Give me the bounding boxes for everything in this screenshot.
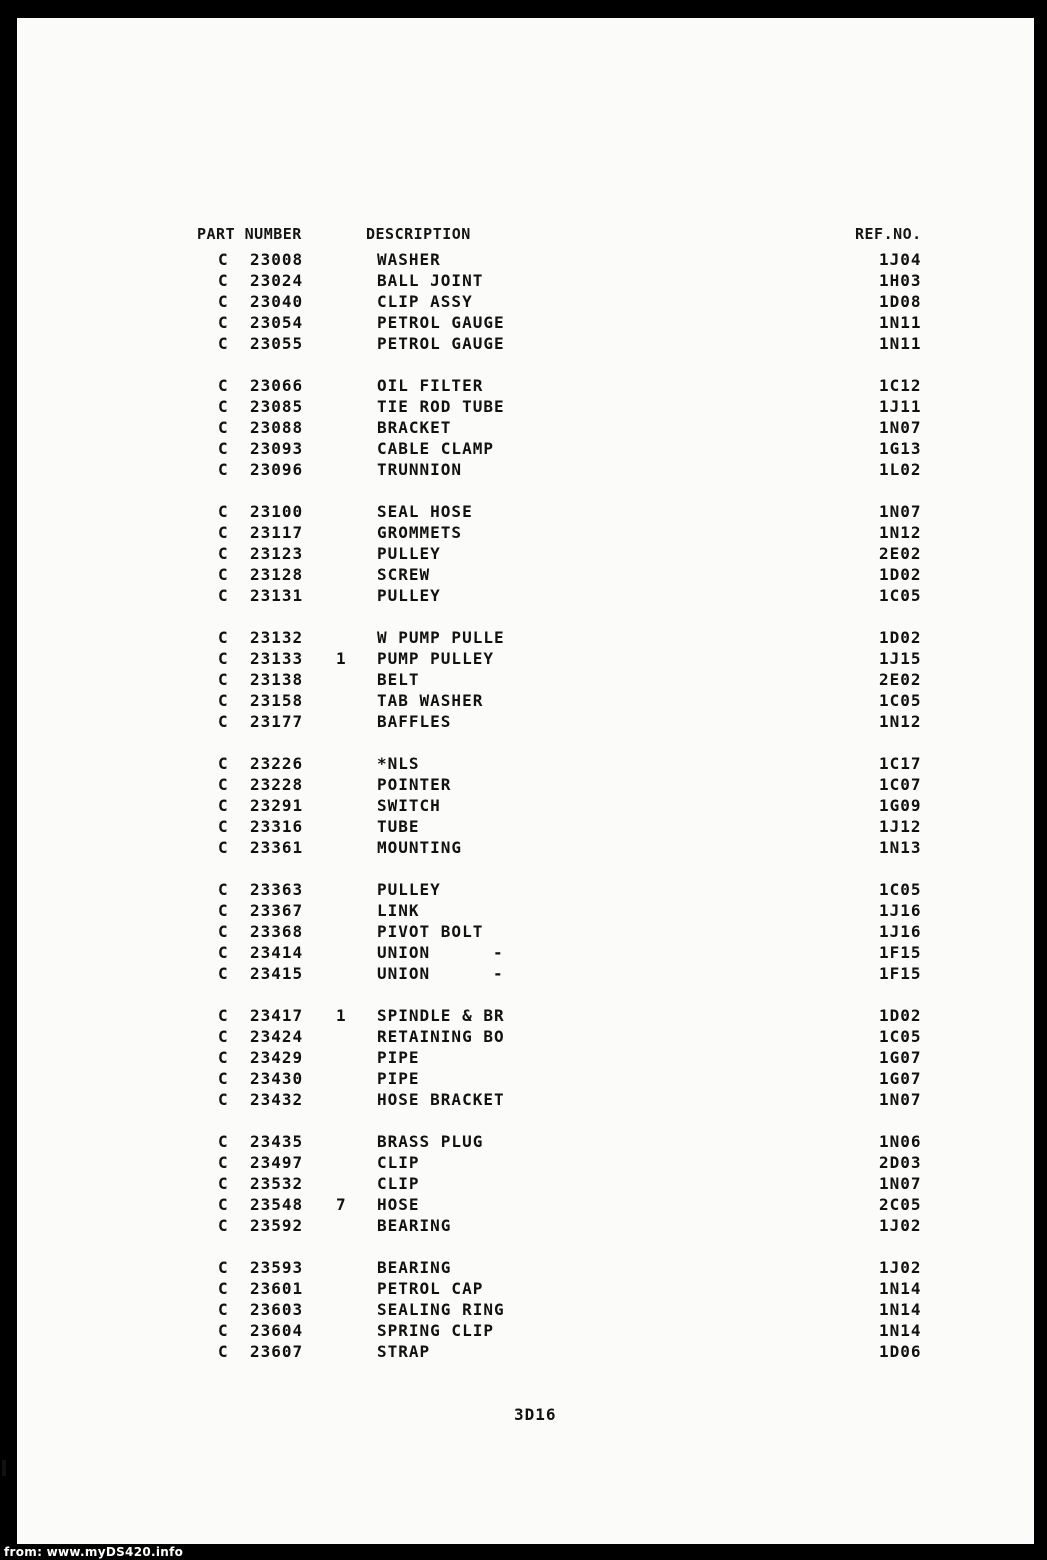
header-description: DESCRIPTION bbox=[366, 225, 471, 243]
ref-number: 1C05 bbox=[879, 880, 922, 899]
ref-number: 1C17 bbox=[879, 754, 922, 773]
table-row bbox=[17, 691, 1034, 712]
ref-number: 1D02 bbox=[879, 628, 922, 647]
ref-number: 1J12 bbox=[879, 817, 922, 836]
part-description: PETROL GAUGE bbox=[377, 334, 505, 353]
part-prefix: C bbox=[218, 1027, 229, 1046]
part-description: BRASS PLUG bbox=[377, 1132, 484, 1151]
part-number: 23054 bbox=[250, 313, 304, 332]
part-number: 23415 bbox=[250, 964, 304, 983]
table-row bbox=[17, 712, 1034, 733]
part-number: 23093 bbox=[250, 439, 304, 458]
part-prefix: C bbox=[218, 964, 229, 983]
part-description: UNION bbox=[377, 943, 431, 962]
part-number: 23228 bbox=[250, 775, 304, 794]
part-number: 23424 bbox=[250, 1027, 304, 1046]
table-row bbox=[17, 565, 1034, 586]
part-number: 23100 bbox=[250, 502, 304, 521]
part-number: 23432 bbox=[250, 1090, 304, 1109]
table-row bbox=[17, 1090, 1034, 1111]
part-description: STRAP bbox=[377, 1342, 431, 1361]
part-number: 23429 bbox=[250, 1048, 304, 1067]
part-prefix: C bbox=[218, 1090, 229, 1109]
part-prefix: C bbox=[218, 565, 229, 584]
part-number: 23430 bbox=[250, 1069, 304, 1088]
part-description: UNION bbox=[377, 964, 431, 983]
table-row bbox=[17, 544, 1034, 565]
table-row bbox=[17, 313, 1034, 334]
ref-number: 1N11 bbox=[879, 313, 922, 332]
table-row bbox=[17, 943, 1034, 964]
part-number: 23066 bbox=[250, 376, 304, 395]
ref-number: 1F15 bbox=[879, 943, 922, 962]
ref-number: 1C05 bbox=[879, 586, 922, 605]
part-prefix: C bbox=[218, 712, 229, 731]
header-part-number: PART NUMBER bbox=[197, 225, 302, 243]
part-number: 23367 bbox=[250, 901, 304, 920]
table-row bbox=[17, 880, 1034, 901]
ref-number: 1N07 bbox=[879, 1090, 922, 1109]
description-dash: - bbox=[493, 943, 504, 962]
part-number: 23085 bbox=[250, 397, 304, 416]
part-description: PIPE bbox=[377, 1069, 420, 1088]
part-prefix: C bbox=[218, 418, 229, 437]
ref-number: 1N06 bbox=[879, 1132, 922, 1151]
quantity: 1 bbox=[336, 1006, 347, 1025]
part-prefix: C bbox=[218, 460, 229, 479]
part-description: SEAL HOSE bbox=[377, 502, 473, 521]
ref-number: 1N07 bbox=[879, 1174, 922, 1193]
part-description: BRACKET bbox=[377, 418, 452, 437]
table-row bbox=[17, 1279, 1034, 1300]
table-row bbox=[17, 1153, 1034, 1174]
table-row bbox=[17, 817, 1034, 838]
part-description: PULLEY bbox=[377, 880, 441, 899]
table-row bbox=[17, 439, 1034, 460]
ref-number: 1G07 bbox=[879, 1048, 922, 1067]
table-row bbox=[17, 523, 1034, 544]
part-description: TAB WASHER bbox=[377, 691, 484, 710]
part-number: 23363 bbox=[250, 880, 304, 899]
table-row bbox=[17, 1258, 1034, 1279]
table-row bbox=[17, 670, 1034, 691]
part-description: MOUNTING bbox=[377, 838, 463, 857]
part-prefix: C bbox=[218, 544, 229, 563]
part-prefix: C bbox=[218, 670, 229, 689]
part-number: 23177 bbox=[250, 712, 304, 731]
table-row bbox=[17, 1174, 1034, 1195]
part-description: PIPE bbox=[377, 1048, 420, 1067]
table-row bbox=[17, 1300, 1034, 1321]
quantity: 7 bbox=[336, 1195, 347, 1214]
table-row bbox=[17, 397, 1034, 418]
ref-number: 1D08 bbox=[879, 292, 922, 311]
part-number: 23417 bbox=[250, 1006, 304, 1025]
part-description: SPINDLE & BR bbox=[377, 1006, 505, 1025]
ref-number: 1G09 bbox=[879, 796, 922, 815]
part-description: PULLEY bbox=[377, 544, 441, 563]
part-prefix: C bbox=[218, 523, 229, 542]
ref-number: 1D02 bbox=[879, 565, 922, 584]
part-number: 23607 bbox=[250, 1342, 304, 1361]
part-description: SWITCH bbox=[377, 796, 441, 815]
ref-number: 1J11 bbox=[879, 397, 922, 416]
part-prefix: C bbox=[218, 754, 229, 773]
part-number: 23291 bbox=[250, 796, 304, 815]
part-number: 23117 bbox=[250, 523, 304, 542]
part-number: 23604 bbox=[250, 1321, 304, 1340]
ref-number: 1N11 bbox=[879, 334, 922, 353]
part-prefix: C bbox=[218, 1321, 229, 1340]
quantity: 1 bbox=[336, 649, 347, 668]
part-number: 23158 bbox=[250, 691, 304, 710]
part-number: 23532 bbox=[250, 1174, 304, 1193]
header-ref-no: REF.NO. bbox=[855, 225, 922, 243]
part-prefix: C bbox=[218, 1300, 229, 1319]
page-number: 3D16 bbox=[514, 1405, 557, 1424]
part-description: CLIP bbox=[377, 1174, 420, 1193]
part-number: 23361 bbox=[250, 838, 304, 857]
part-description: HOSE bbox=[377, 1195, 420, 1214]
part-prefix: C bbox=[218, 901, 229, 920]
ref-number: 1N07 bbox=[879, 502, 922, 521]
part-number: 23601 bbox=[250, 1279, 304, 1298]
ref-number: 1D02 bbox=[879, 1006, 922, 1025]
table-row bbox=[17, 1069, 1034, 1090]
part-number: 23008 bbox=[250, 250, 304, 269]
part-description: TRUNNION bbox=[377, 460, 463, 479]
part-prefix: C bbox=[218, 1216, 229, 1235]
table-row bbox=[17, 775, 1034, 796]
part-number: 23132 bbox=[250, 628, 304, 647]
part-description: OIL FILTER bbox=[377, 376, 484, 395]
part-description: CLIP bbox=[377, 1153, 420, 1172]
ref-number: 1J02 bbox=[879, 1258, 922, 1277]
part-description: PETROL CAP bbox=[377, 1279, 484, 1298]
scan-artifact bbox=[2, 1460, 6, 1476]
part-prefix: C bbox=[218, 1153, 229, 1172]
part-prefix: C bbox=[218, 586, 229, 605]
part-description: SEALING RING bbox=[377, 1300, 505, 1319]
table-row bbox=[17, 649, 1034, 670]
part-prefix: C bbox=[218, 796, 229, 815]
ref-number: 2E02 bbox=[879, 670, 922, 689]
part-description: BEARING bbox=[377, 1216, 452, 1235]
ref-number: 1F15 bbox=[879, 964, 922, 983]
ref-number: 1L02 bbox=[879, 460, 922, 479]
ref-number: 2C05 bbox=[879, 1195, 922, 1214]
part-description: TIE ROD TUBE bbox=[377, 397, 505, 416]
source-footer: from: www.myDS420.info bbox=[4, 1545, 184, 1559]
part-prefix: C bbox=[218, 1048, 229, 1067]
part-description: SCREW bbox=[377, 565, 431, 584]
part-prefix: C bbox=[218, 313, 229, 332]
document-page bbox=[17, 18, 1034, 1544]
part-description: CABLE CLAMP bbox=[377, 439, 494, 458]
description-dash: - bbox=[493, 964, 504, 983]
part-description: PETROL GAUGE bbox=[377, 313, 505, 332]
part-description: PULLEY bbox=[377, 586, 441, 605]
part-prefix: C bbox=[218, 1006, 229, 1025]
ref-number: 1D06 bbox=[879, 1342, 922, 1361]
part-prefix: C bbox=[218, 1258, 229, 1277]
part-description: GROMMETS bbox=[377, 523, 463, 542]
part-description: PIVOT BOLT bbox=[377, 922, 484, 941]
part-number: 23316 bbox=[250, 817, 304, 836]
part-description: BALL JOINT bbox=[377, 271, 484, 290]
part-prefix: C bbox=[218, 880, 229, 899]
ref-number: 1N13 bbox=[879, 838, 922, 857]
part-description: LINK bbox=[377, 901, 420, 920]
table-row bbox=[17, 901, 1034, 922]
ref-number: 1C05 bbox=[879, 1027, 922, 1046]
table-row bbox=[17, 334, 1034, 355]
part-number: 23497 bbox=[250, 1153, 304, 1172]
ref-number: 1J02 bbox=[879, 1216, 922, 1235]
table-row bbox=[17, 1195, 1034, 1216]
table-row bbox=[17, 1342, 1034, 1363]
table-row bbox=[17, 1321, 1034, 1342]
part-number: 23226 bbox=[250, 754, 304, 773]
part-number: 23593 bbox=[250, 1258, 304, 1277]
part-prefix: C bbox=[218, 922, 229, 941]
ref-number: 1C12 bbox=[879, 376, 922, 395]
part-number: 23138 bbox=[250, 670, 304, 689]
table-row bbox=[17, 838, 1034, 859]
table-row bbox=[17, 1048, 1034, 1069]
part-description: PUMP PULLEY bbox=[377, 649, 494, 668]
part-number: 23088 bbox=[250, 418, 304, 437]
part-number: 23548 bbox=[250, 1195, 304, 1214]
part-description: BEARING bbox=[377, 1258, 452, 1277]
part-prefix: C bbox=[218, 838, 229, 857]
ref-number: 1N12 bbox=[879, 523, 922, 542]
table-row bbox=[17, 1006, 1034, 1027]
part-prefix: C bbox=[218, 775, 229, 794]
ref-number: 1J16 bbox=[879, 922, 922, 941]
part-prefix: C bbox=[218, 376, 229, 395]
table-row bbox=[17, 376, 1034, 397]
ref-number: 2E02 bbox=[879, 544, 922, 563]
ref-number: 1H03 bbox=[879, 271, 922, 290]
ref-number: 1N14 bbox=[879, 1321, 922, 1340]
table-row bbox=[17, 628, 1034, 649]
part-prefix: C bbox=[218, 250, 229, 269]
part-prefix: C bbox=[218, 397, 229, 416]
part-description: CLIP ASSY bbox=[377, 292, 473, 311]
table-row bbox=[17, 754, 1034, 775]
part-number: 23055 bbox=[250, 334, 304, 353]
part-description: BELT bbox=[377, 670, 420, 689]
ref-number: 1N14 bbox=[879, 1279, 922, 1298]
part-number: 23096 bbox=[250, 460, 304, 479]
ref-number: 1J15 bbox=[879, 649, 922, 668]
ref-number: 2D03 bbox=[879, 1153, 922, 1172]
part-prefix: C bbox=[218, 817, 229, 836]
part-number: 23592 bbox=[250, 1216, 304, 1235]
part-description: *NLS bbox=[377, 754, 420, 773]
table-row bbox=[17, 292, 1034, 313]
part-number: 23024 bbox=[250, 271, 304, 290]
part-prefix: C bbox=[218, 628, 229, 647]
table-row bbox=[17, 1132, 1034, 1153]
table-row bbox=[17, 460, 1034, 481]
part-number: 23131 bbox=[250, 586, 304, 605]
part-prefix: C bbox=[218, 502, 229, 521]
table-row bbox=[17, 502, 1034, 523]
part-prefix: C bbox=[218, 1342, 229, 1361]
part-number: 23368 bbox=[250, 922, 304, 941]
ref-number: 1N07 bbox=[879, 418, 922, 437]
ref-number: 1N12 bbox=[879, 712, 922, 731]
part-number: 23133 bbox=[250, 649, 304, 668]
part-description: SPRING CLIP bbox=[377, 1321, 494, 1340]
part-number: 23128 bbox=[250, 565, 304, 584]
part-prefix: C bbox=[218, 1132, 229, 1151]
part-prefix: C bbox=[218, 1069, 229, 1088]
part-prefix: C bbox=[218, 271, 229, 290]
ref-number: 1J16 bbox=[879, 901, 922, 920]
ref-number: 1G07 bbox=[879, 1069, 922, 1088]
table-row bbox=[17, 922, 1034, 943]
part-description: WASHER bbox=[377, 250, 441, 269]
ref-number: 1J04 bbox=[879, 250, 922, 269]
part-prefix: C bbox=[218, 292, 229, 311]
part-prefix: C bbox=[218, 1195, 229, 1214]
part-number: 23414 bbox=[250, 943, 304, 962]
part-description: HOSE BRACKET bbox=[377, 1090, 505, 1109]
part-prefix: C bbox=[218, 649, 229, 668]
table-row bbox=[17, 1216, 1034, 1237]
table-row bbox=[17, 586, 1034, 607]
ref-number: 1C05 bbox=[879, 691, 922, 710]
part-description: BAFFLES bbox=[377, 712, 452, 731]
ref-number: 1C07 bbox=[879, 775, 922, 794]
part-description: POINTER bbox=[377, 775, 452, 794]
table-row bbox=[17, 271, 1034, 292]
table-row bbox=[17, 964, 1034, 985]
table-row bbox=[17, 1027, 1034, 1048]
part-description: W PUMP PULLE bbox=[377, 628, 505, 647]
part-number: 23040 bbox=[250, 292, 304, 311]
part-number: 23435 bbox=[250, 1132, 304, 1151]
part-prefix: C bbox=[218, 1174, 229, 1193]
ref-number: 1G13 bbox=[879, 439, 922, 458]
part-prefix: C bbox=[218, 943, 229, 962]
table-row bbox=[17, 250, 1034, 271]
part-prefix: C bbox=[218, 439, 229, 458]
part-prefix: C bbox=[218, 1279, 229, 1298]
part-number: 23603 bbox=[250, 1300, 304, 1319]
table-row bbox=[17, 796, 1034, 817]
part-description: TUBE bbox=[377, 817, 420, 836]
ref-number: 1N14 bbox=[879, 1300, 922, 1319]
part-description: RETAINING BO bbox=[377, 1027, 505, 1046]
table-row bbox=[17, 418, 1034, 439]
part-number: 23123 bbox=[250, 544, 304, 563]
part-prefix: C bbox=[218, 691, 229, 710]
part-prefix: C bbox=[218, 334, 229, 353]
